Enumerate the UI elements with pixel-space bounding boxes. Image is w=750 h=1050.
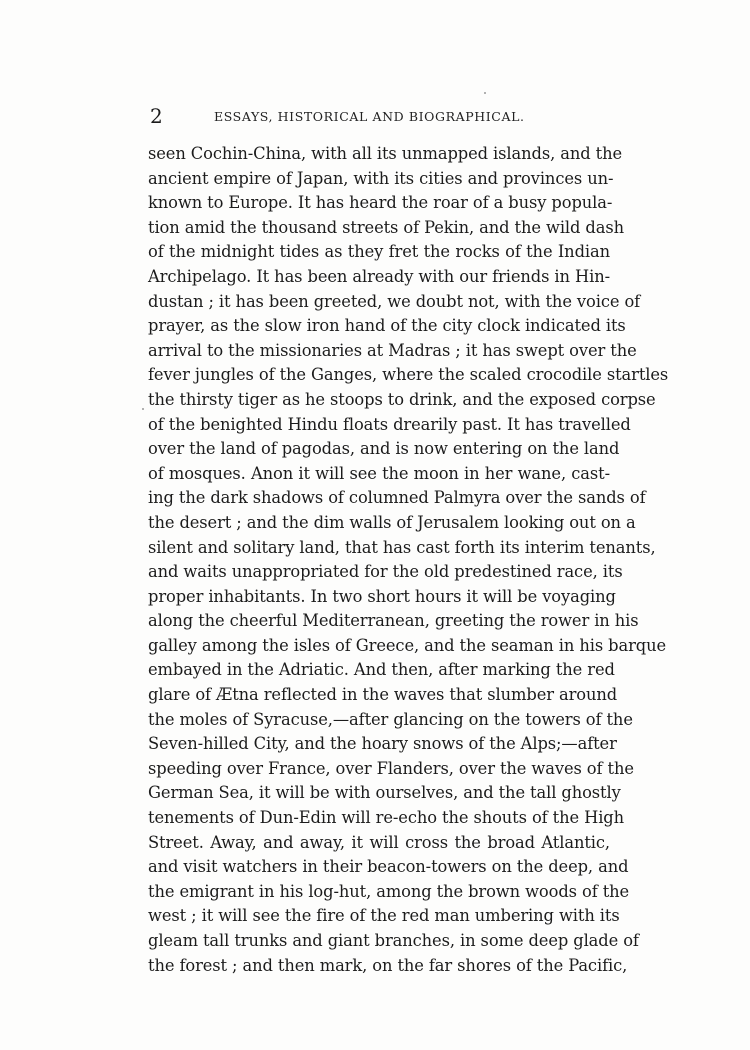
running-head: ESSAYS, HISTORICAL AND BIOGRAPHICAL.	[214, 109, 525, 124]
text-line: the emigrant in his log-hut, among the brown woods of the	[148, 881, 630, 901]
text-line: gleam tall trunks and giant branches, in some deep glade of	[148, 931, 639, 950]
text-line: Street. Away, and away, it will cross the broad Atlantic,	[148, 832, 610, 852]
text-line: galley among the isles of Greece, and the seaman in his barque	[148, 635, 667, 655]
text-line: of mosques. Anon it will see the moon in her wane, cast-	[148, 463, 610, 483]
text-line: known to Europe. It has heard the roar of a busy popula-	[148, 193, 613, 213]
text-line: the moles of Syracuse,—after glancing on the towers of the	[148, 709, 633, 729]
text-line: arrival to the missionaries at Madras ; it has swept over the	[148, 340, 637, 360]
text-line: west ; it will see the fire of the red man umbering with its	[148, 906, 620, 926]
text-line: Seven-hilled City, and the hoary snows of the Alps;—after	[148, 734, 617, 754]
text-line: Archipelago. It has been already with our friends in Hin-	[148, 266, 610, 286]
text-line: prayer, as the slow iron hand of the city clock indicated its	[148, 316, 626, 336]
page-number: 2	[150, 104, 163, 128]
text-line: embayed in the Adriatic. And then, after marking the red	[148, 660, 615, 680]
paper-speck	[484, 92, 486, 94]
text-line: speeding over France, over Flanders, over the waves of the	[148, 758, 634, 778]
text-line: German Sea, it will be with ourselves, and the tall ghostly	[148, 783, 621, 803]
text-line: tenements of Dun-Edin will re-echo the shouts of the High	[148, 808, 625, 828]
text-line: silent and solitary land, that has cast forth its interim tenants,	[148, 537, 656, 557]
body-text	[148, 142, 669, 978]
text-line: ancient empire of Japan, with its cities and provinces un-	[148, 168, 614, 188]
text-line: the thirsty tiger as he stoops to drink, and the exposed corpse	[148, 389, 656, 409]
text-line: proper inhabitants. In two short hours it will be voyaging	[148, 586, 616, 606]
text-line: ing the dark shadows of columned Palmyra over the sands of	[148, 488, 646, 508]
text-line: dustan ; it has been greeted, we doubt not, with the voice of	[148, 291, 641, 311]
text-line: of the midnight tides as they fret the rocks of the Indian	[148, 242, 610, 262]
paper-speck	[142, 408, 144, 410]
text-line: fever jungles of the Ganges, where the scaled crocodile startles	[148, 365, 669, 385]
text-line: glare of Ætna reflected in the waves that slumber around	[148, 685, 618, 705]
text-line: along the cheerful Mediterranean, greeting the rower in his	[148, 611, 639, 631]
text-line: and waits unappropriated for the old predestined race, its	[148, 562, 623, 582]
text-line: seen Cochin-China, with all its unmapped islands, and the	[148, 144, 623, 163]
text-line: the desert ; and the dim walls of Jerusalem looking out on a	[148, 512, 636, 532]
text-line: the forest ; and then mark, on the far shores of the Pacific,	[148, 955, 628, 975]
text-line: over the land of pagodas, and is now entering on the land	[148, 439, 620, 459]
text-line: tion amid the thousand streets of Pekin, and the wild dash	[148, 217, 625, 237]
page-header	[150, 104, 580, 128]
text-line: and visit watchers in their beacon-towers on the deep, and	[148, 857, 629, 877]
text-line: of the benighted Hindu floats drearily past. It has travelled	[148, 414, 631, 434]
